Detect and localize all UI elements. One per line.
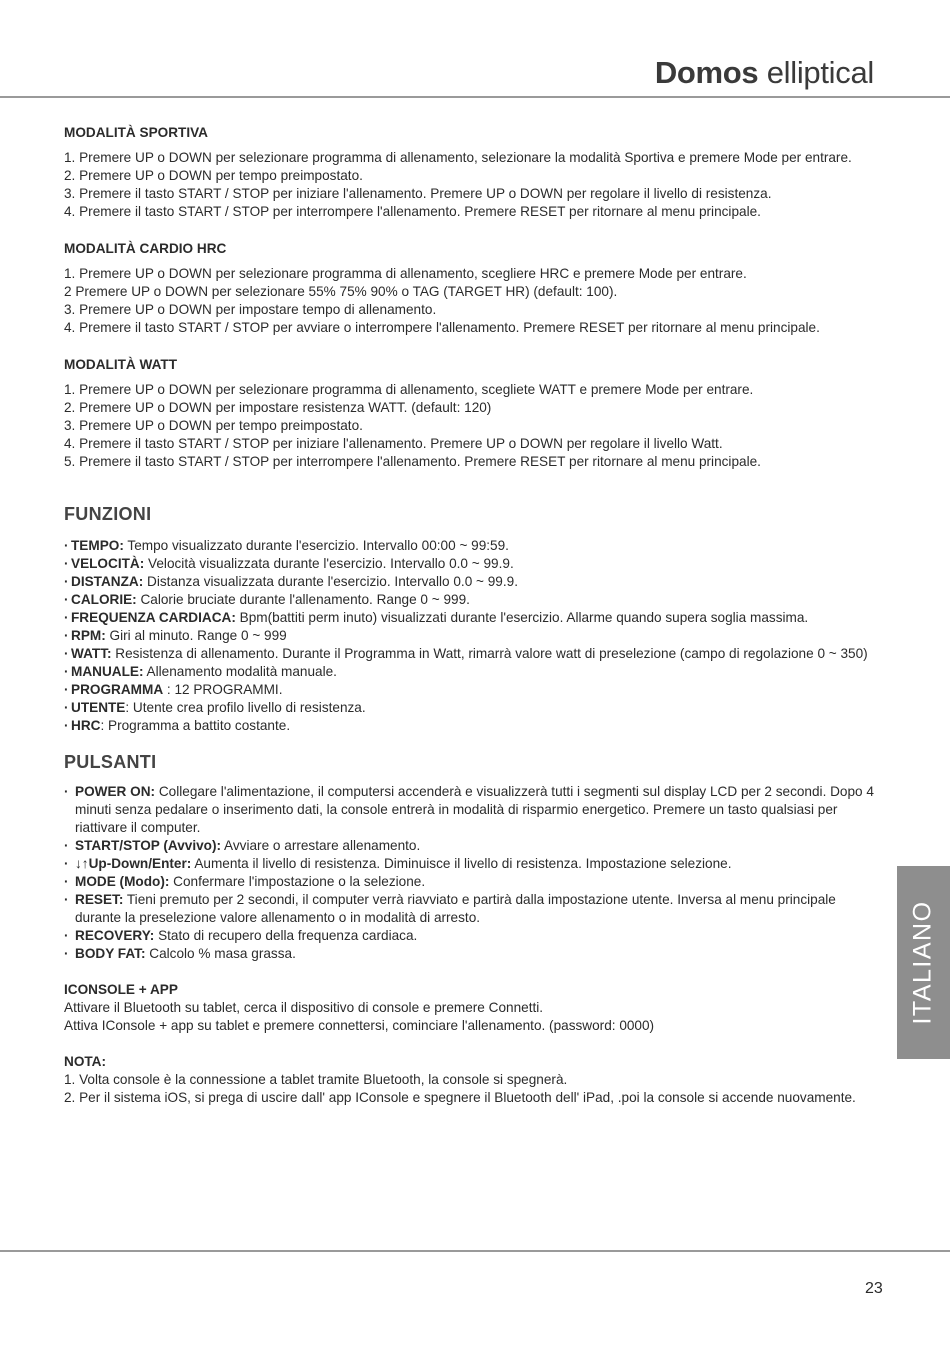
item-desc: Giri al minuto. Range 0 ~ 999: [105, 628, 287, 643]
item-desc: Stato di recupero della frequenza cardiaca.: [154, 928, 418, 943]
list-item: [64, 627, 876, 645]
item-term: TEMPO:: [71, 538, 124, 553]
item-desc: Confermare l'impostazione o la selezione.: [169, 874, 426, 889]
instruction-line: 3. Premere il tasto START / STOP per iniziare l'allenamento. Premere UP o DOWN per regolare il livello di resistenza.: [64, 186, 772, 201]
instruction-line: Attivare il Bluetooth su tablet, cerca il dispositivo di console e premere Connetti.: [64, 1000, 544, 1015]
list-item: [64, 555, 876, 573]
instruction-line: 2 Premere UP o DOWN per selezionare 55% 75% 90% o TAG (TARGET HR) (default: 100).: [64, 284, 618, 299]
list-item: [64, 837, 876, 855]
item-term: PROGRAMMA: [71, 682, 164, 697]
section-title: MODALITÀ CARDIO HRC: [64, 241, 227, 256]
item-term: FREQUENZA CARDIACA:: [71, 610, 236, 625]
item-desc: Tempo visualizzato durante l'esercizio. Intervallo 00:00 ~ 99:59.: [123, 538, 509, 553]
instruction-line: 4. Premere il tasto START / STOP per interrompere l'allenamento. Premere RESET per ritornare al menu principale.: [64, 204, 761, 219]
item-desc: : Utente crea profilo livello di resistenza.: [125, 700, 366, 715]
item-desc: : 12 PROGRAMMI.: [163, 682, 283, 697]
section-cardio-hrc: [64, 240, 876, 337]
item-desc: Distanza visualizzata durante l'esercizio. Intervallo 0.0 ~ 99.9.: [143, 574, 518, 589]
instruction-line: 1. Premere UP o DOWN per selezionare programma di allenamento, selezionare la modalità Sportiva e premere Mode per entrare.: [64, 150, 852, 165]
list-item: [64, 537, 876, 555]
list-item: [64, 645, 876, 663]
list-item: [64, 873, 876, 891]
item-term: ↓↑Up-Down/Enter:: [75, 856, 192, 871]
section-title: MODALITÀ WATT: [64, 357, 178, 372]
section-iconsole: [64, 981, 876, 1035]
item-term: POWER ON:: [75, 784, 156, 799]
instruction-line: 2. Premere UP o DOWN per impostare resistenza WATT. (default: 120): [64, 400, 492, 415]
list-item: [64, 573, 876, 591]
list-item: [64, 663, 876, 681]
item-term: CALORIE:: [71, 592, 137, 607]
pulsanti-heading: PULSANTI: [64, 752, 157, 772]
pulsanti-list: [64, 783, 876, 963]
language-tab: [897, 866, 950, 1059]
item-desc: Tieni premuto per 2 secondi, il computer verrà riavviato e partirà dalla impostazione utente. Inversa al menu principale durante la preselezione valore allenamento o in modalità di arresto.: [75, 892, 836, 925]
item-term: MODE (Modo):: [75, 874, 170, 889]
item-term: WATT:: [71, 646, 112, 661]
language-label: ITALIANO: [909, 900, 937, 1025]
list-item: [64, 699, 876, 717]
item-desc: Collegare l'alimentazione, il computersi accenderà e visualizzerà tutti i segmenti sul display LCD per 2 secondi. Dopo 4 minuti senza pedalare o inserimento dati, la console entrerà in modalità di risparmio energetico. Premere un tasto qualsiasi per riattivare il computer.: [75, 784, 874, 835]
section-nota: [64, 1053, 876, 1107]
item-desc: Calorie bruciate durante l'allenamento. Range 0 ~ 999.: [136, 592, 470, 607]
instruction-line: Attiva IConsole + app su tablet e premere connettersi, cominciare l'allenamento. (password: 0000): [64, 1018, 655, 1033]
item-term: RPM:: [71, 628, 106, 643]
instruction-line: 1. Premere UP o DOWN per selezionare programma di allenamento, scegliere HRC e premere Mode per entrare.: [64, 266, 747, 281]
instruction-line: 1. Premere UP o DOWN per selezionare programma di allenamento, scegliete WATT e premere Mode per entrare.: [64, 382, 754, 397]
note-line: 1. Volta console è la connessione a tablet tramite Bluetooth, la console si spegnerà.: [64, 1072, 568, 1087]
item-term: UTENTE: [71, 700, 126, 715]
product-name: elliptical: [766, 55, 874, 90]
list-item: [64, 591, 876, 609]
instruction-line: 3. Premere UP o DOWN per impostare tempo di allenamento.: [64, 302, 437, 317]
instruction-line: 2. Premere UP o DOWN per tempo preimpostato.: [64, 168, 363, 183]
list-item: [64, 927, 876, 945]
instruction-line: 4. Premere il tasto START / STOP per avviare o interrompere l'allenamento. Premere RESET per ritornare al menu principale.: [64, 320, 820, 335]
page-header-title: [655, 55, 874, 91]
item-desc: Avviare o arrestare allenamento.: [221, 838, 421, 853]
page-number: 23: [865, 1280, 883, 1297]
brand-name: Domos: [654, 55, 759, 90]
section-title: ICONSOLE + APP: [64, 982, 178, 997]
header-divider: [0, 96, 950, 98]
section-watt: [64, 356, 876, 471]
list-item: [64, 717, 876, 735]
item-term: RESET:: [75, 892, 124, 907]
list-item: [64, 783, 876, 837]
list-item: [64, 609, 876, 627]
item-term: RECOVERY:: [75, 928, 155, 943]
list-item: [64, 681, 876, 699]
item-desc: Velocità visualizzata durante l'esercizio. Intervallo 0.0 ~ 99.9.: [144, 556, 514, 571]
item-desc: Aumenta il livello di resistenza. Diminuisce il livello di resistenza. Impostazione selezione.: [191, 856, 732, 871]
funzioni-heading: FUNZIONI: [64, 504, 152, 524]
list-item: [64, 855, 876, 873]
list-item: [64, 945, 876, 963]
item-desc: : Programma a battito costante.: [100, 718, 291, 733]
section-title: MODALITÀ SPORTIVA: [64, 125, 208, 140]
item-desc: Bpm(battiti perm inuto) visualizzati durante l'esercizio. Allarme quando supera soglia massima.: [235, 610, 809, 625]
item-desc: Resistenza di allenamento. Durante il Programma in Watt, rimarrà valore watt di preselezione (campo di regolazione 0 ~ 350): [111, 646, 868, 661]
item-term: DISTANZA:: [71, 574, 144, 589]
footer-divider: [0, 1250, 950, 1252]
funzioni-list: [64, 537, 876, 735]
item-desc: Allenamento modalità manuale.: [143, 664, 337, 679]
item-term: BODY FAT:: [75, 946, 146, 961]
item-term: START/STOP (Avvivo):: [75, 838, 222, 853]
instruction-line: 3. Premere UP o DOWN per tempo preimpostato.: [64, 418, 363, 433]
list-item: [64, 891, 876, 927]
item-desc: Calcolo % masa grassa.: [145, 946, 296, 961]
manual-content: [64, 124, 876, 1107]
item-term: MANUALE:: [71, 664, 144, 679]
item-term: HRC: [71, 718, 101, 733]
instruction-line: 4. Premere il tasto START / STOP per iniziare l'allenamento. Premere UP o DOWN per regolare il livello Watt.: [64, 436, 723, 451]
item-term: VELOCITÀ:: [71, 556, 145, 571]
note-line: 2. Per il sistema iOS, si prega di uscire dall' app IConsole e spegnere il Bluetooth dell' iPad, .poi la console si accende nuovamente.: [64, 1090, 856, 1105]
instruction-line: 5. Premere il tasto START / STOP per interrompere l'allenamento. Premere RESET per ritornare al menu principale.: [64, 454, 761, 469]
section-sportiva: [64, 124, 876, 221]
section-title: NOTA:: [64, 1054, 107, 1069]
